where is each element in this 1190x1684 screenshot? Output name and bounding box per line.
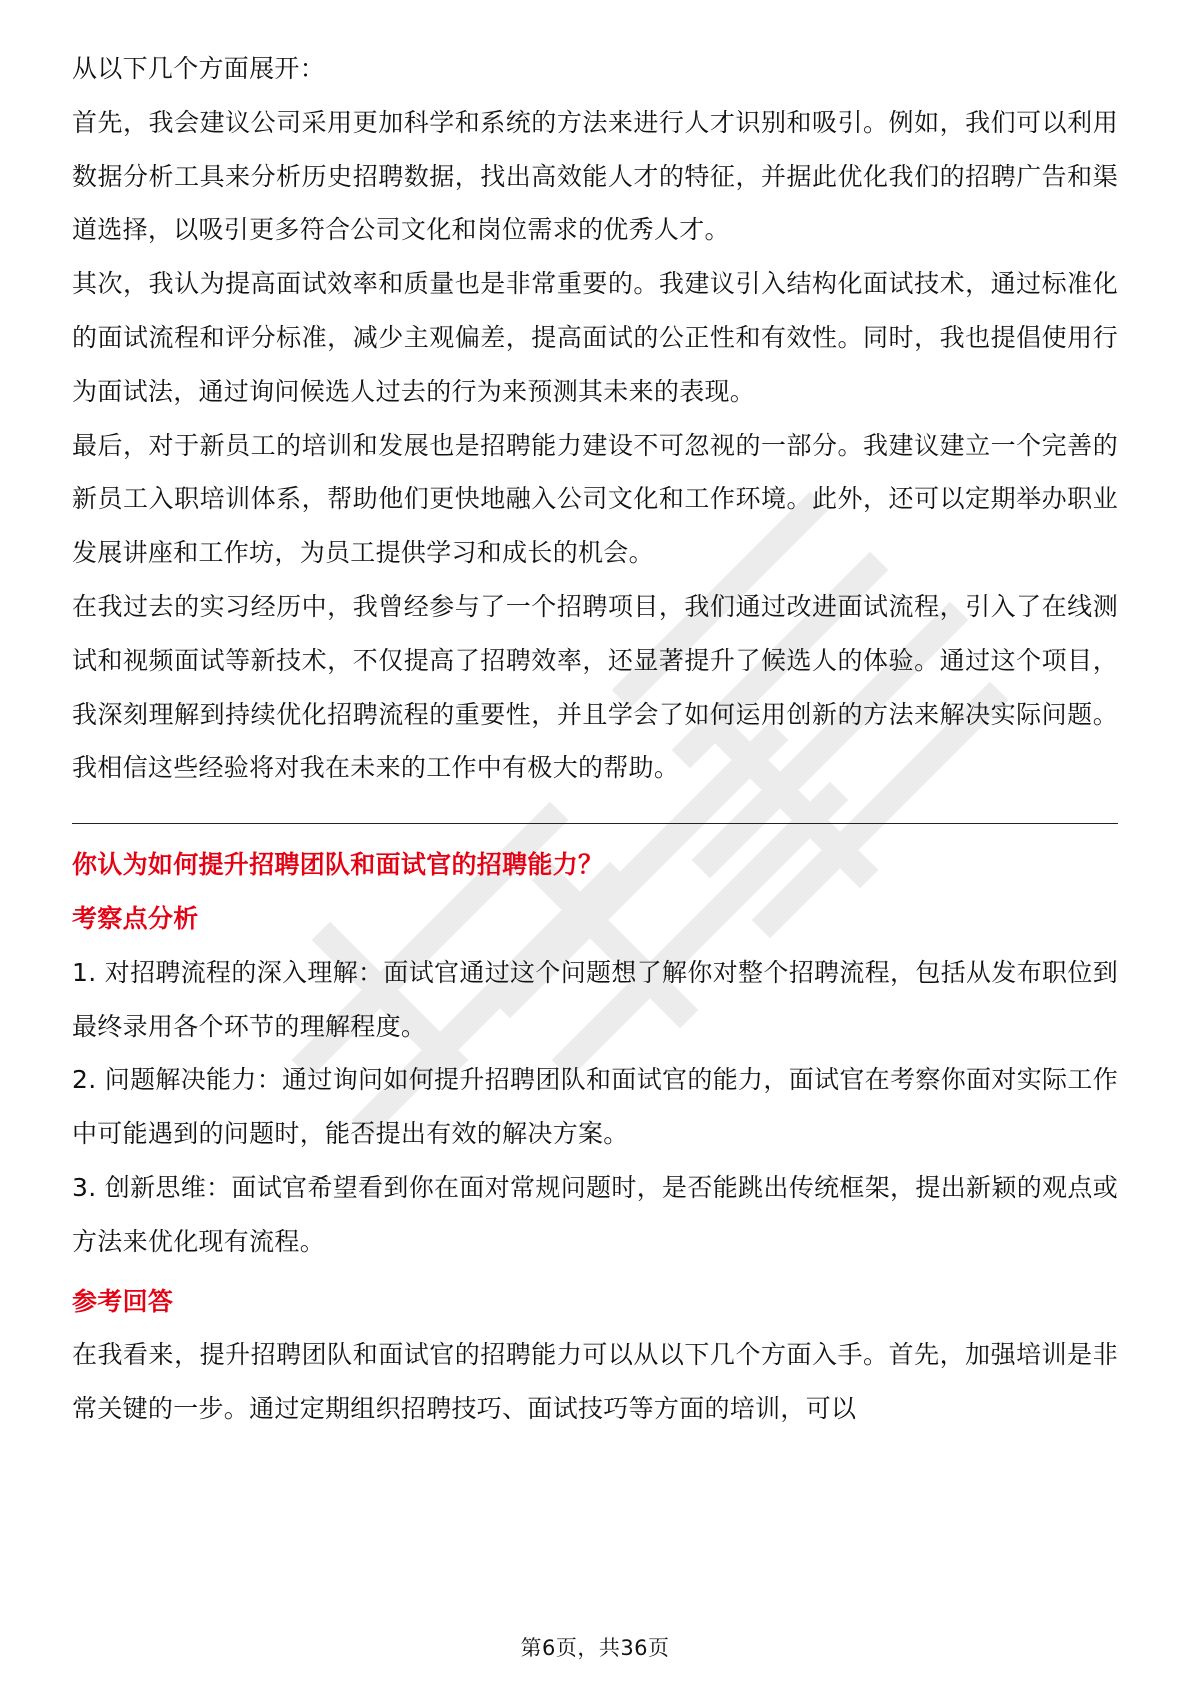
answer-text: 在我看来，提升招聘团队和面试官的招聘能力可以从以下几个方面入手。首先，加强培训是非常关键的一步。通过定期组织招聘技巧、面试技巧等方面的培训，可以 xyxy=(72,1340,1118,1424)
question-title: 你认为如何提升招聘团队和面试官的招聘能力？ xyxy=(72,850,604,880)
analysis-point-2: 2. 问题解决能力：通过询问如何提升招聘团队和面试官的能力，面试官在考察你面对实际工作中可能遇到的问题时，能否提出有效的解决方案。 xyxy=(72,1065,1118,1149)
page-number: 第6页，共36页 xyxy=(520,1636,670,1660)
paragraph-talent-identification: 首先，我会建议公司采用更加科学和系统的方法来进行人才识别和吸引。例如，我们可以利用数据分析工具来分析历史招聘数据，找出高效能人才的特征，并据此优化我们的招聘广告和渠道选择，以吸引更多符合公司文化和岗位需求的优秀人才。 xyxy=(72,107,1118,245)
main-content xyxy=(72,42,1118,1436)
analysis-point-3: 3. 创新思维：面试官希望看到你在面对常规问题时，是否能跳出传统框架，提出新颖的观点或方法来优化现有流程。 xyxy=(72,1172,1118,1256)
paragraph-interview-efficiency: 其次，我认为提高面试效率和质量也是非常重要的。我建议引入结构化面试技术，通过标准化的面试流程和评分标准，减少主观偏差，提高面试的公正性和有效性。同时，我也提倡使用行为面试法，通过询问候选人过去的行为来预测其未来的表现。 xyxy=(72,269,1118,406)
paragraph-onboarding-training: 最后，对于新员工的培训和发展也是招聘能力建设不可忽视的一部分。我建议建立一个完善的新员工入职培训体系，帮助他们更快地融入公司文化和工作环境。此外，还可以定期举办职业发展讲座和工作坊，为员工提供学习和成长的机会。 xyxy=(72,430,1118,568)
intro-line: 从以下几个方面展开： xyxy=(72,54,326,83)
analysis-point-1: 1. 对招聘流程的深入理解：面试官通过这个问题想了解你对整个招聘流程，包括从发布职位到最终录用各个环节的理解程度。 xyxy=(72,957,1118,1041)
paragraph-internship-experience: 在我过去的实习经历中，我曾经参与了一个招聘项目，我们通过改进面试流程，引入了在线测试和视频面试等新技术，不仅提高了招聘效率，还显著提升了候选人的体验。通过这个项目，我深刻理解到持续优化招聘流程的重要性，并且学会了如何运用创新的方法来解决实际问题。我相信这些经验将对我在未来的工作中有极大的帮助。 xyxy=(72,591,1118,783)
analysis-heading: 考察点分析 xyxy=(72,903,199,933)
answer-heading: 参考回答 xyxy=(72,1286,174,1316)
section-divider xyxy=(72,823,1118,824)
